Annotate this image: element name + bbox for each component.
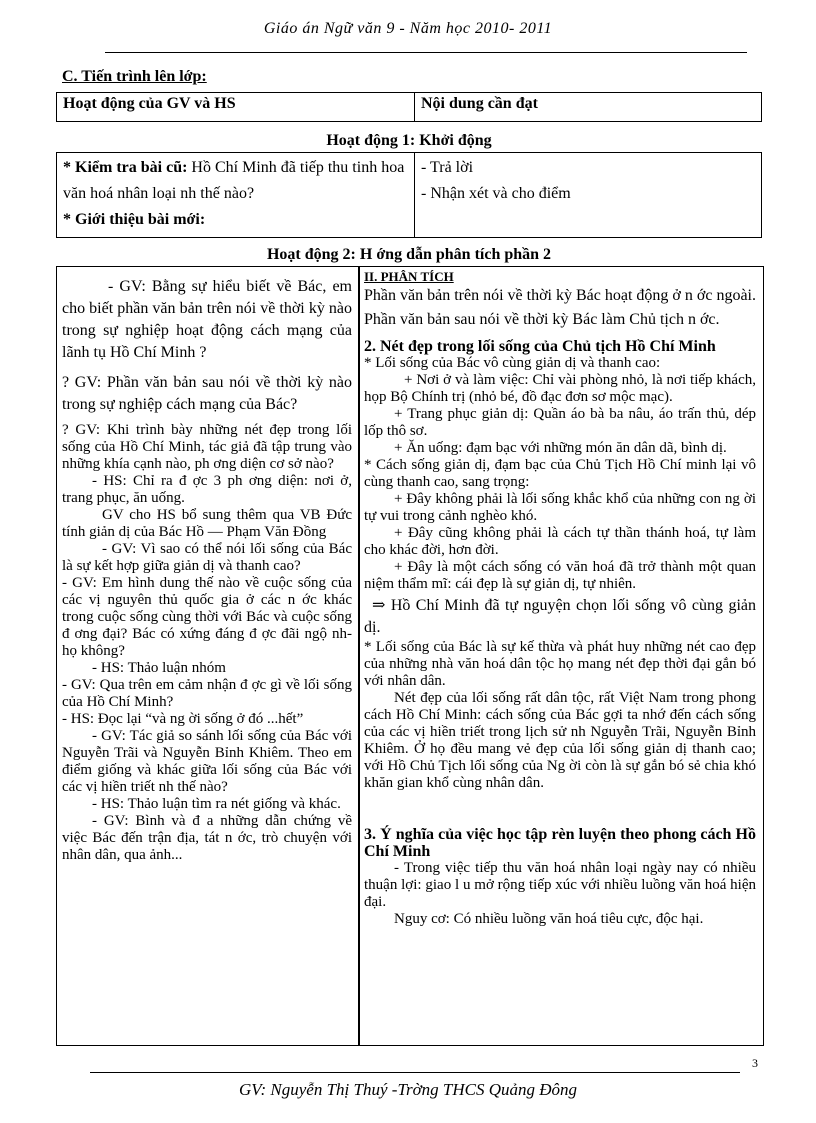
answer-item: - Trả lời	[421, 159, 474, 176]
left-question-7: - GV: Tác giả so sánh lối sống của Bác với Nguyễn Trãi và Nguyễn Bỉnh Khiêm. Theo em điểm giống và khác giữa lối sống của Bác với các vị hiền triết nh thế nào?	[62, 728, 352, 795]
left-answer-3: - HS: Chỉ ra đ ợc 3 ph ơng diện: nơi ở, trang phục, ăn uống.	[62, 473, 352, 506]
analysis-heading: II. PHÂN TÍCH	[364, 269, 454, 284]
left-question-3: ? GV: Khi trình bày những nét đẹp trong lối sống của Hồ Chí Minh, tác giả đã tập trung vào những khía cạnh nào, ph ơng diện cơ sở nào?	[62, 422, 352, 472]
right-point-9: * Lối sống của Bác là sự kế thừa và phát huy những nét cao đẹp của những nhà văn hoá dân tộc họ mang nét đẹp thời đại gắn bó với nhân dân.	[364, 639, 756, 689]
page-footer: GV: Nguyễn Thị Thuý -Trờng THCS Quảng Đông	[238, 1080, 578, 1099]
subsection-2-title: 2. Nét đẹp trong lối sống của Chủ tịch Hồ Chí Minh	[364, 338, 716, 355]
footer-rule	[90, 1072, 740, 1073]
col-right-header: Nội dung cần đạt	[415, 93, 762, 122]
page-header: Giáo án Ngữ văn 9 - Năm học 2010- 2011	[263, 20, 553, 37]
left-reading: - HS: Đọc lại “và ng ời sống ở đó ...hết”	[62, 711, 304, 727]
activity1-left-cell	[57, 153, 415, 238]
check-old-lesson-text: Hồ Chí Minh đã tiếp thu tinh hoa văn hoá nhân loại nh thế nào?	[63, 159, 405, 202]
activity1-title: Hoạt động 1: Khởi động	[326, 132, 492, 149]
activity1-right-cell	[415, 153, 762, 238]
col-left-header: Hoạt động của GV và HS	[57, 93, 415, 122]
left-question-2: ? GV: Phần văn bản sau nói về thời kỳ nào trong sự nghiệp cách mạng của Bác?	[62, 374, 352, 413]
subsection-3-title: 3. Ý nghĩa của việc học tập rèn luyện theo phong cách Hồ Chí Minh	[364, 826, 756, 860]
right-conclusion	[364, 595, 756, 639]
left-supplement: GV cho HS bổ sung thêm qua VB Đức tính giản dị của Bác Hồ — Phạm Văn Đồng	[62, 507, 352, 540]
right-point-12: Nguy cơ: Có nhiều luồng văn hoá tiêu cực, độc hại.	[394, 911, 704, 927]
activity2-left-content	[62, 276, 352, 864]
right-conclusion-text: Hồ Chí Minh đã tự nguyện chọn lối sống vô cùng giản dị.	[364, 597, 756, 636]
activity1-table	[56, 152, 762, 238]
left-question-4: - GV: Vì sao có thể nói lối sống của Bác là sự kết hợp giữa giản dị và thanh cao?	[62, 541, 352, 574]
left-question-5: - GV: Em hình dung thế nào về cuộc sống của các vị nguyên thủ quốc gia ở các n ớc khác trong cuộc sống cùng thời với Bác và cuộc sống đ ơng đại? Bác có xứng đáng đ ợc đãi ngộ nh họ không?	[62, 575, 352, 659]
activity2-title: Hoạt động 2: H ớng dẫn phân tích phần 2	[266, 246, 552, 263]
page-number: 3	[752, 1056, 758, 1070]
analysis-intro: Phần văn bản trên nói về thời kỳ Bác hoạt động ở n ớc ngoài. Phần văn bản sau nói về thời kỳ Bác làm Chủ tịch n ớc.	[364, 287, 756, 328]
grade-item: - Nhận xét và cho điểm	[421, 185, 571, 202]
right-point-6: + Đây không phải là lối sống khắc khổ của những con ng ời tự vui trong cảnh nghèo khó.	[364, 491, 756, 524]
right-point-11: - Trong việc tiếp thu văn hoá nhân loại ngày nay có nhiều thuận lợi: giao l u mở rộng tiếp xúc với nhiều luồng văn hoá hiện đại.	[364, 860, 756, 910]
column-header-table	[56, 92, 762, 122]
check-old-lesson-label: * Kiểm tra bài cũ:	[63, 159, 188, 176]
right-point-10: Nét đẹp của lối sống rất dân tộc, rất Việt Nam trong phong cách Hồ Chí Minh: cách sống của Bác gợi ta nhớ đến cách sống của các vị hiền triết trong lịch sử nh Nguyễn Trãi, Nguyễn Bỉnh Khiêm. Ở họ đều mang vẻ đẹp của lối sống giản dị thanh cao; với Hồ Chủ Tịch lối sống của Ng ời còn là sự gắn bó sẻ chia khó khăn gian khổ cùng nhân dân.	[364, 690, 756, 791]
left-comment: - GV: Bình và đ a những dẫn chứng về việc Bác đến trận địa, tát n ớc, trò chuyện với nhân dân, qua ảnh...	[62, 813, 352, 863]
right-point-7: + Đây cũng không phải là cách tự thần thánh hoá, tự làm cho khác đời, hơn đời.	[364, 525, 756, 558]
header-rule	[105, 52, 747, 53]
right-point-2: + Nơi ở và làm việc: Chỉ vài phòng nhỏ, là nơi tiếp khách, họp Bộ Chính trị (nhỏ bé, đồ đạc đơn sơ mộc mạc).	[364, 372, 756, 405]
right-point-5: * Cách sống giản dị, đạm bạc của Chủ Tịch Hồ Chí minh lại vô cùng thanh cao, sang trọng:	[364, 457, 756, 490]
new-lesson-label: * Giới thiệu bài mới:	[63, 211, 206, 228]
left-discussion: - HS: Thảo luận nhóm	[92, 660, 226, 676]
left-question-1: - GV: Bằng sự hiểu biết về Bác, em cho biết phần văn bản trên nói về thời kỳ nào trong sự nghiệp hoạt động cách mạng của lãnh tụ Hồ Chí Minh ?	[62, 278, 352, 361]
activity2-right-content	[364, 270, 756, 928]
right-point-4: + Ăn uống: đạm bạc với những món ăn dân dã, bình dị.	[394, 440, 727, 456]
arrow-right-icon: ⇒	[372, 597, 391, 614]
right-point-8: + Đây là một cách sống có văn hoá đã trở thành một quan niệm thẩm mĩ: cái đẹp là sự giản dị, tự nhiên.	[364, 559, 756, 592]
right-point-3: + Trang phục giản dị: Quần áo bà ba nâu, áo trấn thủ, dép lốp thô sơ.	[364, 406, 756, 439]
right-point-1: * Lối sống của Bác vô cùng giản dị và thanh cao:	[364, 355, 661, 371]
left-discussion-2: - HS: Thảo luận tìm ra nét giống và khác.	[92, 796, 341, 812]
section-title: C. Tiến trình lên lớp:	[62, 68, 207, 85]
left-question-6: - GV: Qua trên em cảm nhận đ ợc gì về lối sống của Hồ Chí Minh?	[62, 677, 352, 710]
